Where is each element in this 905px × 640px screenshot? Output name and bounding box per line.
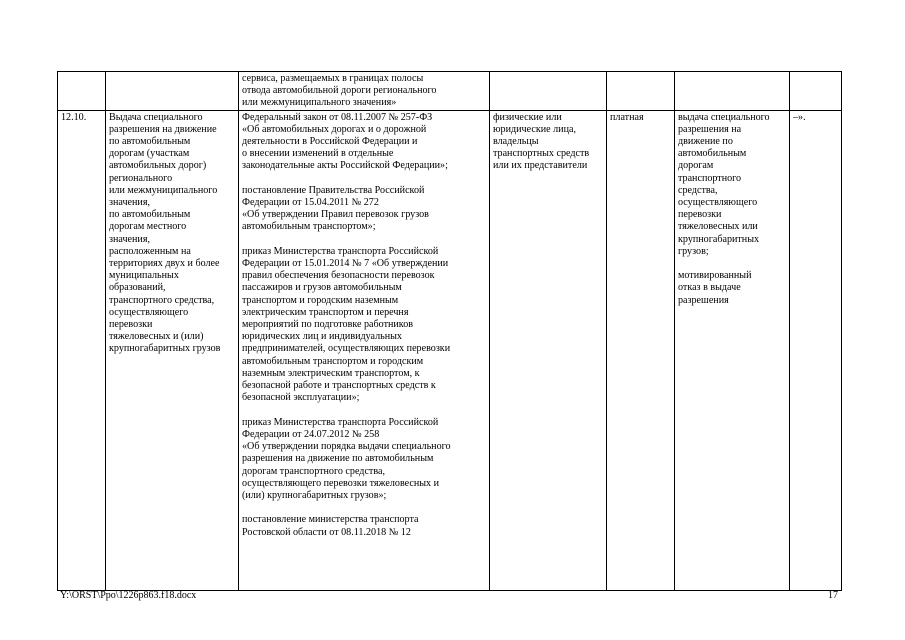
cell-service-name bbox=[106, 72, 239, 111]
cell-number: 12.10. bbox=[58, 110, 106, 590]
cell-result: выдача специального разрешения на движение по автомобильным дорогам транспортного средства, осуществляющего перевозки тяжеловесных или крупногабаритных грузов; мотивированный отказ в выдаче разрешения bbox=[675, 110, 790, 590]
cell-fee bbox=[607, 72, 675, 111]
cell-legal-basis: сервиса, размещаемых в границах полосы отвода автомобильной дороги регионального или межмуниципального значения» bbox=[239, 72, 490, 111]
cell-fee: платная bbox=[607, 110, 675, 590]
cell-service-name: Выдача специального разрешения на движение по автомобильным дорогам (участкам автомобильных дорог) регионального или межмуниципального значения, по автомобильным дорогам местного значения, расположенным на территориях двух и более муниципальных образований, транспортного средства, осуществляющего перевозки тяжеловесных и (или) крупногабаритных грузов bbox=[106, 110, 239, 590]
table-row-12-10 bbox=[58, 110, 842, 590]
cell-result bbox=[675, 72, 790, 111]
cell-extra: –». bbox=[790, 110, 842, 590]
footer-file-path: Y:\ORST\Ppo\1226p863.f18.docx bbox=[60, 590, 197, 601]
cell-applicants bbox=[490, 72, 607, 111]
cell-number bbox=[58, 72, 106, 111]
cell-extra bbox=[790, 72, 842, 111]
footer-page-number: 17 bbox=[828, 590, 838, 601]
cell-legal-basis: Федеральный закон от 08.11.2007 № 257-ФЗ «Об автомобильных дорогах и о дорожной деятельности в Российской Федерации и о внесении изменений в отдельные законодательные акты Российской Федерации»; постановление Правительства Российской Федерации от 15.04.2011 № 272 «Об утверждении Правил перевозок грузов автомобильным транспортом»; приказ Министерства транспорта Российской Федерации от 15.01.2014 № 7 «Об утверждении правил обеспечения безопасности перевозок пассажиров и грузов автомобильным транспортом и городским наземным электрическим транспортом и перечня мероприятий по подготовке работников юридических лиц и индивидуальных предпринимателей, осуществляющих перевозки автомобильным транспортом и городским наземным электрическим транспортом, к безопасной работе и транспортных средств к безопасной эксплуатации»; приказ Министерства транспорта Российской Федерации от 24.07.2012 № 258 «Об утверждении порядка выдачи специального разрешения на движение по автомобильным дорогам транспортного средства, осуществляющего перевозки тяжеловесных и (или) крупногабаритных грузов»; постановление министерства транспорта Ростовской области от 08.11.2018 № 12 bbox=[239, 110, 490, 590]
services-table bbox=[57, 71, 842, 591]
table-row-continuation bbox=[58, 72, 842, 111]
cell-applicants: физические или юридические лица, владельцы транспортных средств или их представители bbox=[490, 110, 607, 590]
